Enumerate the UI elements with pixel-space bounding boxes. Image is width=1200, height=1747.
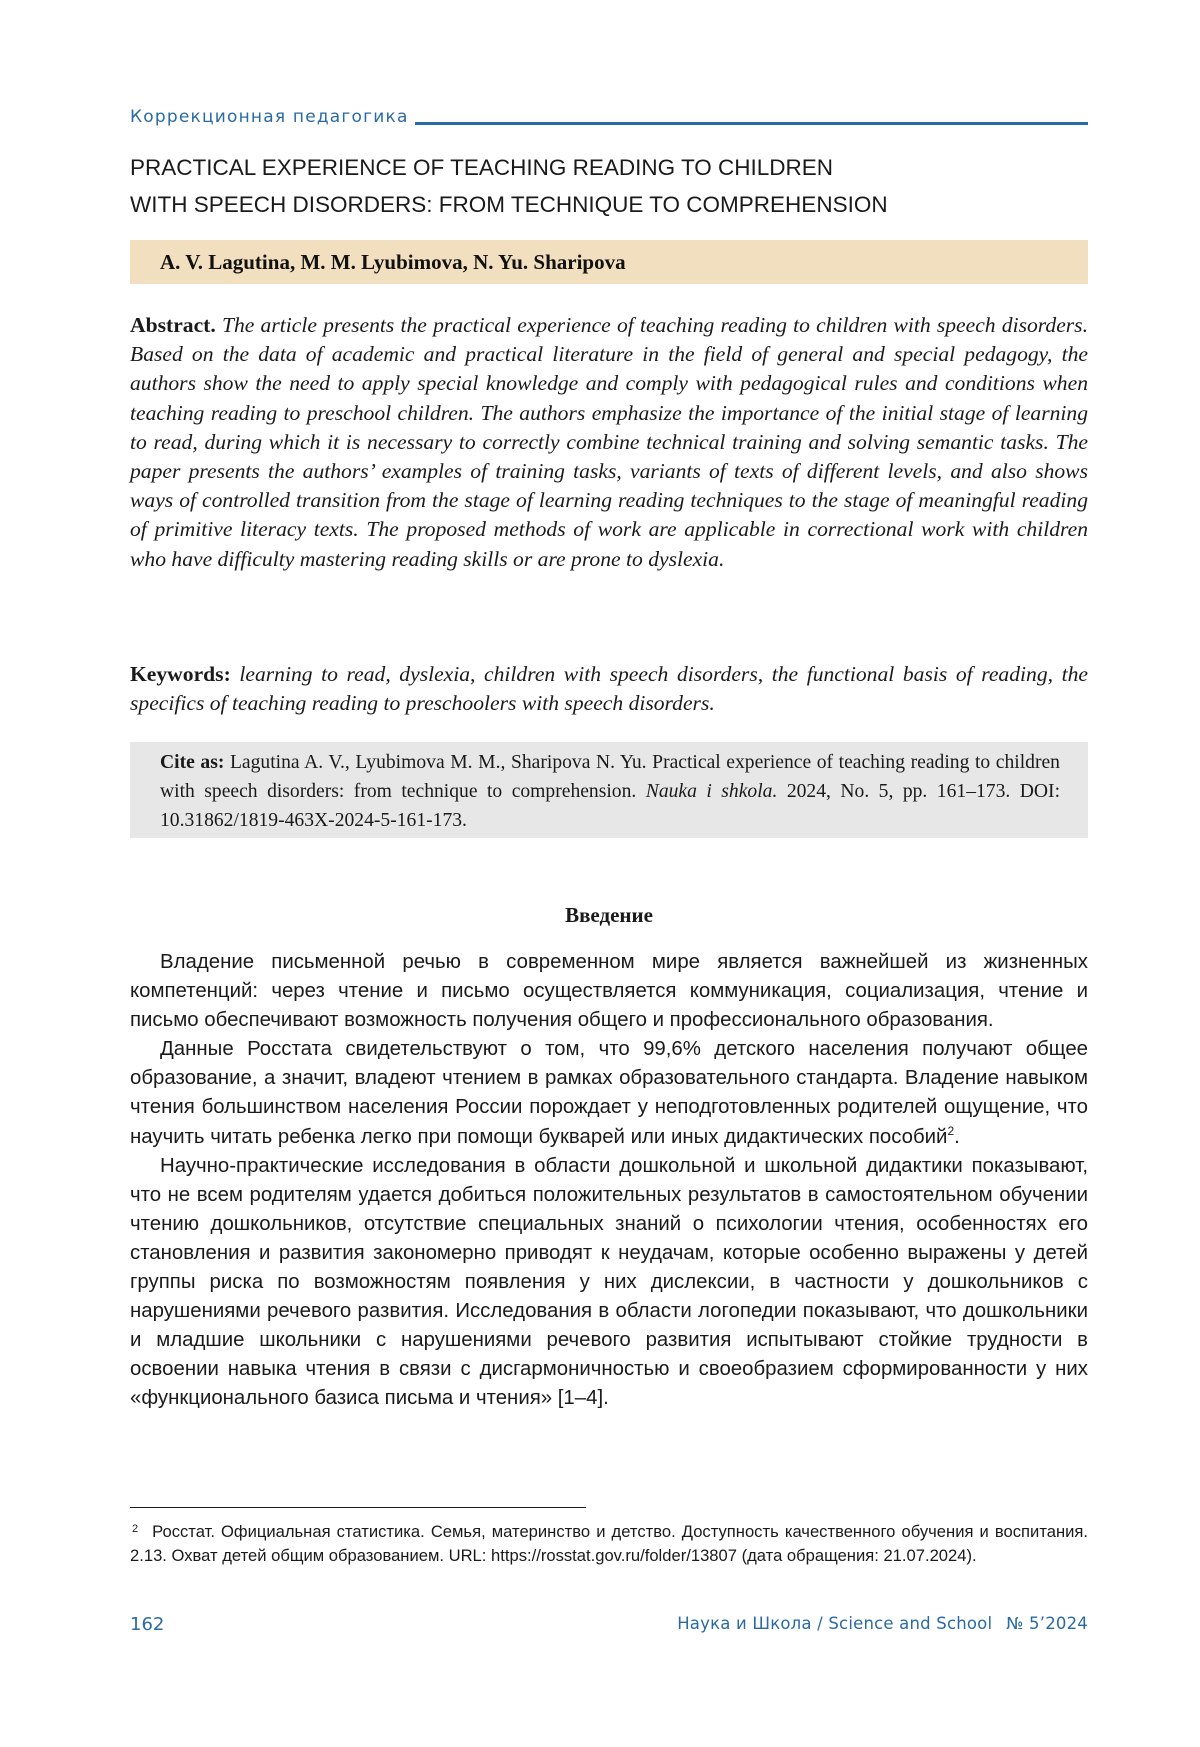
paragraph-1: Владение письменной речью в современном мире является важнейшей из жизненных компетенций: через чтение и письмо осуществляется коммуникация, социализация, чтение и письмо обеспечивают возможность получения общего и профессионального образования. <box>130 951 1088 1032</box>
paragraph-3: Научно-практические исследования в области дошкольной и школьной дидактики показывают, что не всем родителям удается добиться положительных результатов в самостоятельном обучении чтению дошкольников, отсутствие специальных знаний о психологии чтения, особенностях его становления и развития закономерно приводят к неудачам, которые особенно выражены у детей группы риска по возможностям появления у них дислексии, в частности у дошкольников с нарушениями речевого развития. Исследования в области логопедии показывают, что дошкольники и младшие школьники с нарушениями речевого развития испытывают стойкие трудности в освоении навыка чтения в связи с дисгармоничностью и своеобразием сформированности у них «функционального базиса письма и чтения» [1–4]. <box>130 1154 1088 1410</box>
section-label: Коррекционная педагогика <box>130 107 409 127</box>
keywords <box>130 660 1088 718</box>
section-header <box>130 103 1088 127</box>
paragraph-2-end: . <box>954 1125 960 1148</box>
citation-box <box>130 742 1088 838</box>
cite-label: Cite as: <box>160 752 225 773</box>
intro-body <box>130 948 1088 1414</box>
article-title <box>130 149 1070 223</box>
footnote-text: Росстат. Официальная статистика. Семья, материнство и детство. Доступность качественного обучения и воспитания. 2.13. Охват детей общим образованием. URL: https://rosstat.gov.ru/folder/13807 (дата обращения: 21.07.2024). <box>130 1522 1088 1565</box>
page-number: 162 <box>130 1614 165 1635</box>
intro-heading: Введение <box>565 903 653 927</box>
footnote-rule <box>130 1507 586 1508</box>
footnote-ref[interactable]: 2 <box>947 1123 955 1138</box>
footnote <box>130 1518 1088 1567</box>
authors: A. V. Lagutina, M. M. Lyubimova, N. Yu. Sharipova <box>130 240 1088 284</box>
cite-text: Lagutina A. V., Lyubimova M. M., Sharipova N. Yu. Practical experience of teaching reading to children with speech disorders: from technique to comprehension. <box>160 752 1060 802</box>
abstract-label: Abstract. <box>130 313 216 337</box>
article-title-line-1: PRACTICAL EXPERIENCE OF TEACHING READING TO CHILDREN <box>130 155 834 180</box>
section-rule <box>415 122 1088 125</box>
article-title-line-2: WITH SPEECH DISORDERS: FROM TECHNIQUE TO COMPREHENSION <box>130 192 888 217</box>
footer-journal-name: Наука и Школа / Science and School <box>677 1614 993 1633</box>
paragraph-2 <box>130 1035 1088 1151</box>
keywords-label: Keywords: <box>130 662 231 686</box>
keywords-text: learning to read, dyslexia, children with speech disorders, the functional basis of reading, the specifics of teaching reading to preschoolers with speech disorders. <box>130 662 1088 716</box>
footnote-number: 2 <box>132 1523 139 1535</box>
footer-issue: № 5’2024 <box>1006 1614 1088 1633</box>
abstract-text: The article presents the practical experience of teaching reading to children with speech disorders. Based on the data of academic and practical literature in the field of general and special pedagogy, the authors show the need to apply special knowledge and comply with pedagogical rules and conditions when teaching reading to preschool children. The authors emphasize the importance of the initial stage of learning to read, during which it is necessary to correctly combine technical training and solving semantic tasks. The paper presents the authors’ examples of training tasks, variants of texts of different levels, and also shows ways of controlled transition from the stage of learning reading techniques to the stage of meaningful reading of primitive literacy texts. The proposed methods of work are applicable in correctional work with children who have difficulty mastering reading skills or are prone to dyslexia. <box>130 313 1088 571</box>
abstract <box>130 311 1088 574</box>
cite-journal: Nauka i shkola. <box>645 781 778 802</box>
footer-journal <box>677 1614 1088 1633</box>
paragraph-2-text: Данные Росстата свидетельствуют о том, что 99,6% детского населения получают общее образование, а значит, владеют чтением в рамках образовательного стандарта. Владение навыком чтения большинством населения России порождает у неподготовленных родителей ощущение, что научить читать ребенка легко при помощи букварей или иных дидактических пособий <box>130 1038 1088 1148</box>
cite-doi: 2024, No. 5, pp. 161–173. DOI: 10.31862/1819-463X-2024-5-161-173. <box>160 781 1061 831</box>
